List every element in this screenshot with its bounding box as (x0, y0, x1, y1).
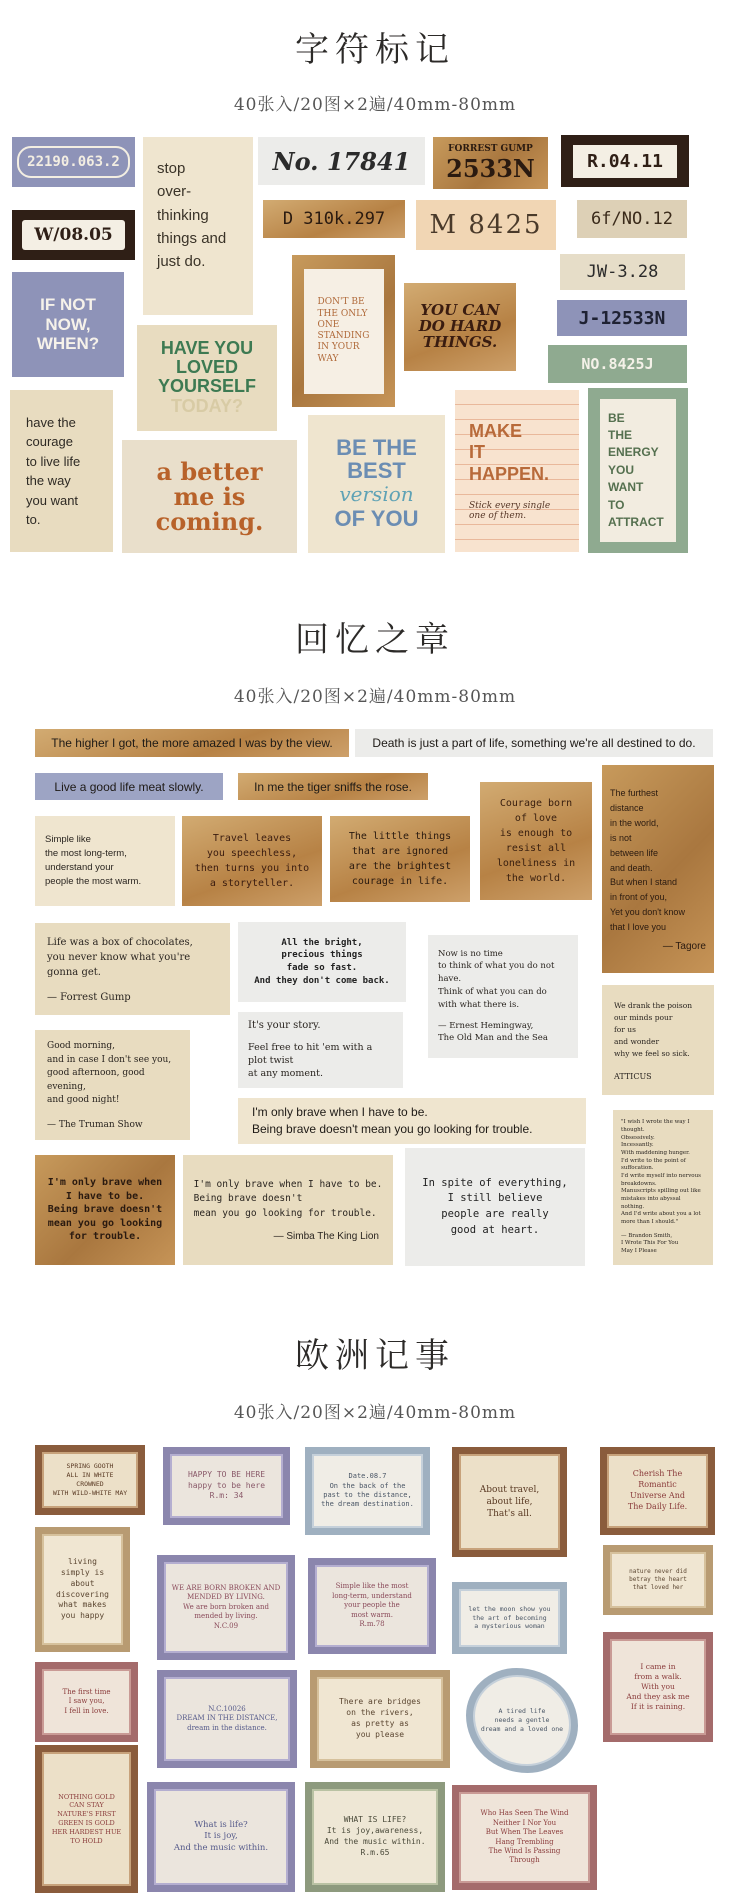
frame-text: Cherish The Romantic Universe And The Daily Life. (607, 1454, 708, 1528)
section-title-1: 字符标记 (295, 30, 455, 70)
frame-moon (452, 1582, 567, 1654)
quote-simple-like: Simple like the most long-term, understand your people the most warm. (35, 816, 175, 906)
section-title-3: 欧洲记事 (295, 1336, 455, 1376)
sticker-text: Stick every single one of them. (469, 501, 551, 522)
sticker-text: FORREST GUMP (448, 143, 533, 154)
sticker-22190 (12, 137, 135, 187)
quote-courage-born: Courage born of love is enough to resist all loneliness in the world. (480, 782, 592, 900)
quote-text: Good morning, and in case I don't see you, good afternoon, good evening, and good night! (47, 1041, 172, 1106)
frame-came-in-walk (603, 1632, 713, 1742)
section-subtitle-1: 40张入/20图×2遍/40mm-80mm (233, 95, 517, 115)
quote-live-a-good-life: Live a good life meat slowly. (35, 773, 223, 800)
quote-furthest-distance (602, 765, 714, 973)
sticker-text: J-12533N (578, 307, 666, 329)
frame-what-is-life-2 (305, 1782, 445, 1892)
quote-little-things: The little things that are ignored are the brightest courage in life. (330, 816, 470, 902)
sticker-text: YOU CAN DO HARD THINGS. (418, 301, 502, 351)
sticker-text: stop over- thinking things and just do. (157, 160, 227, 270)
quote-text: Now is no time to think of what you do not have. Think of what you can do with what there is. (438, 948, 555, 1010)
sticker-text: M 8425 (429, 210, 543, 240)
sticker-dont-be-the-only (292, 255, 395, 407)
sticker-text: R.04.11 (571, 143, 679, 180)
sticker-j12533n (557, 300, 687, 336)
frame-text: SPRING GOOTH ALL IN WHITE CROWNED WITH WILD-WHITE MAY (42, 1452, 138, 1508)
sticker-text: BE THE BEST (336, 434, 417, 483)
sticker-text: have the courage to live life the way you want to. (26, 414, 81, 527)
frame-text: living simply is about discovering what makes you happy (42, 1534, 123, 1645)
sticker-r0411 (561, 135, 689, 187)
frame-text: Simple like the most long-term, understand your people the most warm. R.m.78 (315, 1565, 429, 1647)
quote-simba (183, 1155, 393, 1265)
sticker-text: HAVE YOU LOVED YOURSELF (157, 338, 256, 396)
sticker-text: No. 17841 (272, 146, 411, 176)
sticker-text: MAKE IT HAPPEN. (469, 420, 550, 484)
sticker-text: 22190.063.2 (17, 146, 130, 178)
quote-truman-show (35, 1030, 190, 1140)
frame-text: let the moon show you the art of becoming a mysterious woman (459, 1589, 560, 1647)
sticker-no8425j (548, 345, 687, 383)
sticker-if-not-now (12, 272, 124, 377)
sticker-6f-no12 (577, 200, 687, 238)
quote-text: We drank the poison our minds pour for us and wonder why we feel so sick. (614, 1000, 693, 1058)
sticker-be-the-best (308, 415, 445, 553)
quote-only-brave-1: I'm only brave when I have to be. Being brave doesn't mean you go looking for trouble. (35, 1155, 175, 1265)
frame-text: About travel, about life, That's all. (459, 1454, 560, 1550)
frame-what-is-life-1 (147, 1782, 295, 1892)
frame-tired-life (466, 1668, 578, 1773)
frame-text: I came in from a walk. With you And they ask me If it is raining. (610, 1639, 706, 1735)
frame-text: There are bridges on the rivers, as pretty as you please (317, 1677, 443, 1761)
sticker-text: 2533N (446, 153, 535, 183)
frame-happy-to-be-here (163, 1447, 290, 1525)
quote-author: — Brandon Smith, I Wrote This For You May I Please (621, 1232, 679, 1255)
frame-text: A tired life needs a gentle dream and a loved one (473, 1675, 571, 1766)
sticker-d310k (263, 200, 405, 238)
frame-who-has-seen-wind (452, 1785, 597, 1890)
quote-author: — Ernest Hemingway, The Old Man and the Sea (438, 1021, 548, 1044)
quote-author: — Simba The King Lion (273, 1230, 379, 1242)
sticker-have-you-loved-yourself (137, 325, 277, 431)
quote-text: "I wish I wrote the way I thought. Obsessively. Incessantly. With maddening hunger. I'd write to the point of suffocation. I'd write myself into nervous breakdowns. Manuscripts spilling out like mistakes into abyssal nothing. And I'd write about you a lot more than I should." (621, 1119, 701, 1226)
sticker-text: D 310k.297 (282, 209, 386, 229)
section-title-2: 回忆之章 (295, 620, 455, 660)
frame-spring (35, 1445, 145, 1515)
sticker-text: a better me is coming. (155, 456, 264, 537)
quote-travel-leaves: Travel leaves you speechless, then turns you into a storyteller. (182, 816, 322, 906)
frame-nature-never (603, 1545, 713, 1615)
sticker-text: DON'T BE THE ONLY ONE STANDING IN YOUR WAY (317, 297, 370, 364)
sticker-text: OF YOU (334, 506, 419, 532)
frame-text: HAPPY TO BE HERE happy to be here R.m: 34 (170, 1454, 283, 1518)
sticker-forrest-gump (433, 137, 548, 189)
quote-bright-precious: All the bright, precious things fade so fast. And they don't come back. (238, 922, 406, 1002)
frame-text: NOTHING GOLD CAN STAY NATURE'S FIRST GREEN IS GOLD HER HARDEST HUE TO HOLD (42, 1752, 131, 1886)
sticker-a-better-me (122, 440, 297, 553)
section-subtitle-3: 40张入/20图×2遍/40mm-80mm (233, 1403, 517, 1423)
quote-author: ATTICUS (614, 1071, 652, 1081)
frame-text: The first time I saw you, I fell in love. (42, 1669, 131, 1735)
sticker-inner (600, 399, 676, 542)
sticker-be-the-energy (588, 388, 688, 553)
sticker-text: NO.8425J (581, 355, 654, 373)
sticker-text: IF NOT NOW, WHEN? (36, 295, 100, 354)
quote-your-story (238, 1012, 403, 1088)
sticker-m8425 (416, 200, 556, 250)
sticker-text: W/08.05 (22, 220, 125, 250)
frame-bridges (310, 1670, 450, 1768)
sticker-text: TODAY? (170, 395, 244, 416)
quote-atticus (602, 985, 714, 1095)
frame-living-simply (35, 1527, 130, 1652)
quote-only-brave-long: I'm only brave when I have to be. Being brave doesn't mean you go looking for trouble. (238, 1098, 586, 1144)
quote-author: — Tagore (662, 940, 706, 952)
sticker-stop-overthinking (143, 137, 253, 315)
sticker-have-the-courage (10, 390, 113, 552)
sticker-jw-328 (560, 254, 685, 290)
quote-hemingway (428, 935, 578, 1058)
quote-death-is-just: Death is just a part of life, something we're all destined to do. (355, 729, 713, 757)
quote-box-of-chocolates (35, 923, 230, 1015)
sticker-text: JW-3.28 (586, 262, 659, 282)
sticker-text: 6f/NO.12 (591, 209, 673, 229)
sticker-you-can-do-hard-things (404, 283, 516, 371)
quote-brandon-smith (613, 1110, 713, 1265)
frame-back-of-past (305, 1447, 430, 1535)
sticker-inner (304, 269, 384, 394)
quote-text: I'm only brave when I have to be. Being brave doesn't mean you go looking for trouble. (193, 1179, 383, 1219)
quote-text: Life was a box of chocolates, you never know what you're gonna get. (47, 937, 193, 978)
quote-tiger-rose: In me the tiger sniffs the rose. (238, 773, 428, 800)
sticker-text: BE THE ENERGY YOU WANT TO ATTRACT (608, 410, 664, 529)
frame-dream-distance (157, 1670, 297, 1768)
frame-text: What is life? It is joy, And the music within. (154, 1789, 288, 1885)
frame-text: Who Has Seen The Wind Neither I Nor You But When The Leaves Hang Trembling The Wind Is Passing Through (459, 1792, 590, 1883)
quote-text: It's your story. (248, 1019, 321, 1031)
quote-author: — Forrest Gump (47, 992, 131, 1003)
quote-text: The furthest distance in the world, is not between life and death. But when I stand in front of you, Yet you don't know that I love you (610, 788, 685, 932)
sticker-text: version (339, 482, 414, 507)
frame-text: WE ARE BORN BROKEN AND MENDED BY LIVING. We are born broken and mended by living. N.C.09 (164, 1562, 288, 1653)
sticker-no-17841 (258, 137, 425, 185)
frame-text: Date.08.7 On the back of the past to the distance, the dream destination. (312, 1454, 423, 1528)
frame-nothing-gold (35, 1745, 138, 1893)
sticker-make-it-happen (455, 390, 579, 552)
frame-about-travel (452, 1447, 567, 1557)
quote-higher-i-got: The higher I got, the more amazed I was by the view. (35, 729, 349, 757)
quote-in-spite: In spite of everything, I still believe people are really good at heart. (405, 1148, 585, 1266)
quote-author: — The Truman Show (47, 1119, 143, 1130)
frame-cherish (600, 1447, 715, 1535)
section-subtitle-2: 40张入/20图×2遍/40mm-80mm (233, 687, 517, 707)
sticker-w0805 (12, 210, 135, 260)
quote-text: Feel free to hit 'em with a plot twist at any moment. (248, 1041, 373, 1080)
frame-simple-like (308, 1558, 436, 1654)
frame-born-broken (157, 1555, 295, 1660)
frame-text: N.C.10026 DREAM IN THE DISTANCE, dream in the distance. (164, 1677, 290, 1761)
frame-text: WHAT IS LIFE? It is joy,awareness, And the music within. R.m.65 (312, 1789, 438, 1885)
frame-text: nature never did betray the heart that loved her (610, 1552, 706, 1608)
frame-first-time (35, 1662, 138, 1742)
